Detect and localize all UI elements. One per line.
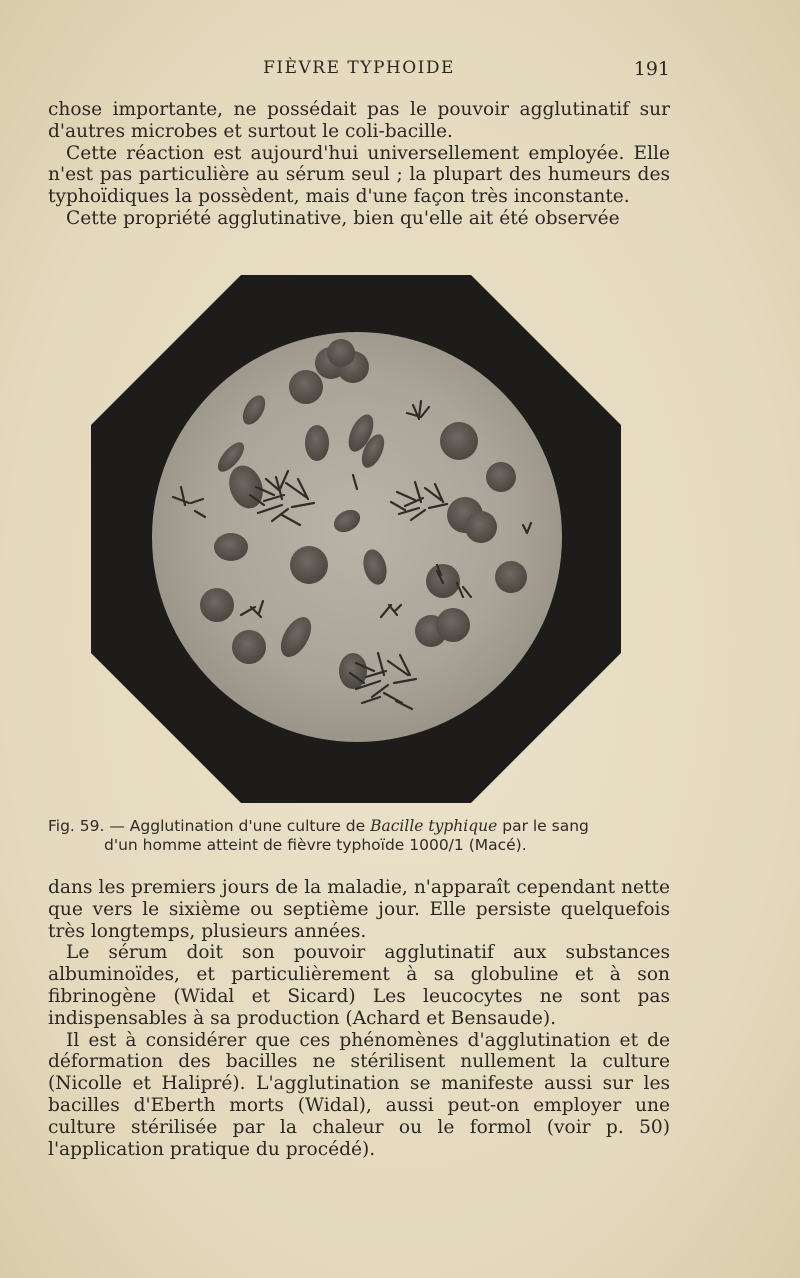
paragraph: Cette propriété agglutinative, bien qu'elle ait été observée bbox=[66, 207, 620, 229]
paragraph: dans les premiers jours de la maladie, n'apparaît cependant nette que vers le sixième ou septième jour. Elle persiste quelquefois très longtemps, plusieurs années. bbox=[48, 877, 670, 942]
micrograph-image bbox=[91, 275, 621, 803]
paragraph: Cette réaction est aujourd'hui universellement employée. Elle n'est pas particulière au sérum seul ; la plupart des humeurs des typhoïdiques la possèdent, mais d'une façon très inconstante. bbox=[48, 142, 670, 208]
running-title: FIÈVRE TYPHOIDE bbox=[263, 58, 455, 78]
caption-suffix: par le sang bbox=[497, 817, 589, 835]
text-block-bottom bbox=[48, 877, 670, 1160]
caption-line-2: d'un homme atteint de fièvre typhoïde 1000/1 (Macé). bbox=[104, 836, 527, 854]
caption-species: Bacille typhique bbox=[370, 817, 498, 835]
paragraph: Il est à considérer que ces phénomènes d'agglutination et de déformation des bacilles ne stérilisent nullement la culture (Nicolle et Halipré). L'agglutination se manifeste aussi sur les bacilles d'Eberth morts (Widal), aussi peut-on employer une culture stérilisée par la chaleur ou le formol (voir p. 50) l'application pratique du procédé). bbox=[48, 1029, 670, 1160]
text-block-top bbox=[48, 99, 670, 230]
caption-prefix: Fig. 59. — Agglutination d'une culture de bbox=[48, 817, 371, 835]
page-header bbox=[48, 58, 670, 82]
paragraph: Le sérum doit son pouvoir agglutinatif aux substances albuminoïdes, et particulièrement à sa globuline et à son fibrinogène (Widal et Sicard) Les leucocytes ne sont pas indispensables à sa production (Achard et Bensaude). bbox=[48, 942, 670, 1029]
paragraph: chose importante, ne possédait pas le pouvoir agglutinatif sur d'autres microbes et surtout le coli-bacille. bbox=[48, 99, 670, 142]
figure-caption bbox=[48, 817, 670, 855]
micrograph-figure bbox=[91, 275, 621, 803]
page-number: 191 bbox=[633, 58, 670, 80]
